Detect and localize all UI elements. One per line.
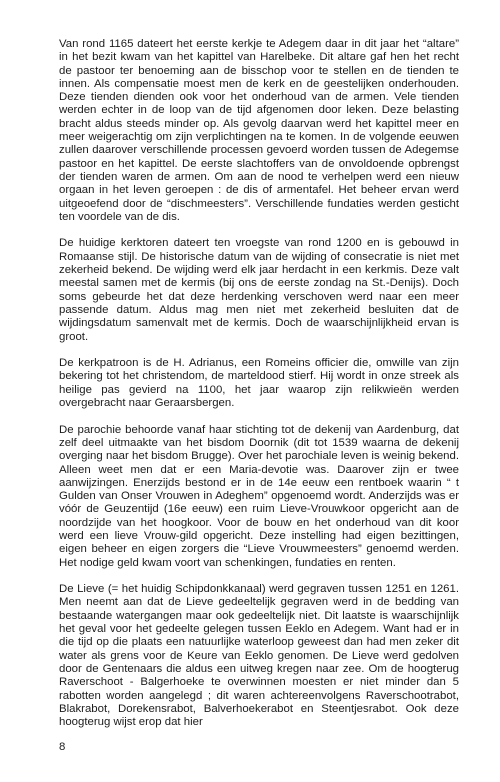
- document-body: [59, 38, 459, 743]
- paragraph-oldest-church: Van rond 1165 dateert het eerste kerkje te Adegem daar in dit jaar het “altare” in het bezit kwam van het kapittel van Harelbeke. Dit altare gaf hen het recht de pastoor ter benoeming aan de bisschop voor te stellen en de tienden te innen. Als compensatie moest men de kerk en de geestelijken onderhouden. Deze tienden dienden ook voor het onderhoud van de armen. Vele tienden werden echter in de loop van de tijd afgenomen door leken. Deze belasting bracht aldus steeds minder op. Als gevolg daarvan werd het kapittel meer en meer weigerachtig om zijn verplichtingen na te komen. In de volgende eeuwen zullen daarover verschillende processen gevoerd worden tussen de Adegemse pastoor en het kapittel. De eerste slachtoffers van de onvoldoende opbrengst der tienden waren de armen. Om aan de nood te verhelpen werd een nieuw orgaan in het leven geroepen : de dis of armentafel. Het beheer ervan werd uitgeoefend door de “dischmeesters”. Verschillende fundaties werden gesticht ten voordele van de dis.: [59, 38, 459, 223]
- paragraph-lieve-canal: De Lieve (= het huidig Schipdonkkanaal) werd gegraven tussen 1251 en 1261. Men neemt aan dat de Lieve gedeeltelijk gegraven werd in de bedding van bestaande watergangen maar ook gedeeltelijk niet. Dit laatste is waarschijnlijk het geval voor het gedeelte gelegen tussen Eeklo en Adegem. Want had er in die tijd op die plaats een natuurlijke waterloop geweest dan had men zeker dit water als grens voor de Keure van Eeklo genomen. De Lieve werd gedolven door de Gentenaars die aldus een uitweg kregen naar zee. Om de hoogterug Raverschoot - Balgerhoeke te overwinnen moesten er niet minder dan 5 rabotten worden aangelegd ; dit waren achtereenvolgens Raverschootrabot, Blakrabot, Dorekensrabot, Balverhoekerabot en Steentjesrabot. Ook deze hoogterug wijst erop dat hier: [59, 583, 459, 729]
- page-number: 8: [59, 741, 66, 753]
- paragraph-patron-saint: De kerkpatroon is de H. Adrianus, een Romeins officier die, omwille van zijn bekering tot het christendom, de marteldood stierf. Hij wordt in onze streek als heilige pas gevierd na 1100, het jaar waarop zijn relikwieën werden overgebracht naar Geraarsbergen.: [59, 357, 459, 410]
- paragraph-parish-history: De parochie behoorde vanaf haar stichting tot de dekenij van Aardenburg, dat zelf deel uitmaakte van het bisdom Doornik (dit tot 1539 waarna de dekenij overging naar het bisdom Brugge). Over het parochiale leven is weinig bekend. Alleen weet men dat er een Maria-devotie was. Daarover zijn er twee aanwijzingen. Enerzijds bestond er in de 14e eeuw een rentboek waarin “ t Gulden van Onser Vrouwen in Adeghem” opgenoemd wordt. Anderzijds was er vóór de Geuzentijd (16e eeuw) een ruim Lieve-Vrouwkoor opgericht aan de noordzijde van het hoogkoor. Voor de bouw en het onderhoud van dit koor werd een lieve Vrouw-gild opgericht. Deze instelling had eigen bezittingen, eigen beheer en eigen zorgers die “Lieve Vrouwmeesters” genoemd werden. Het nodige geld kwam voort van schenkingen, fundaties en renten.: [59, 423, 459, 569]
- paragraph-church-tower: De huidige kerktoren dateert ten vroegste van rond 1200 en is gebouwd in Romaanse stijl. De historische datum van de wijding of consecratie is niet met zekerheid bekend. De wijding werd elk jaar herdacht in een kerkmis. Deze valt meestal samen met de kermis (bij ons de eerste zondag na St.-Denijs). Doch soms gebeurde het dat deze herdenking verschoven werd naar een meer passende datum. Aldus mag men niet met zekerheid besluiten dat de wijdingsdatum samenvalt met de kermis. Doch de waarschijnlijkheid ervan is groot.: [59, 237, 459, 343]
